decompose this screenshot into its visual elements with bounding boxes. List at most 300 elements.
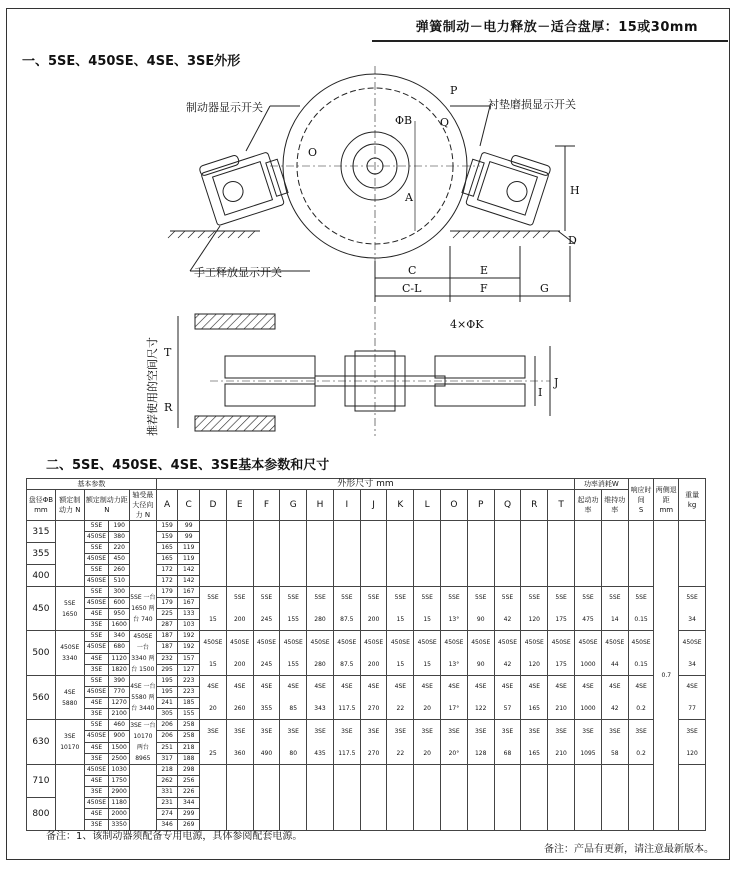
dim-a: 159 [156,532,178,543]
dim-start: 3SE 1095 [575,720,602,765]
table-row [27,631,706,642]
dim-q: 5SE 42 [494,587,521,631]
header-disc: 盘径ΦB mm [27,490,56,521]
disc-diameter: 400 [27,565,56,587]
dim-k: 4SE 22 [387,676,414,720]
dim-c: 188 [178,753,200,764]
header-letter-p: P [467,490,494,521]
dim-p: 4SE 122 [467,676,494,720]
dim-empty [467,765,494,831]
dim-e: 5SE 200 [226,587,253,631]
row-force: 1500 [109,742,130,753]
dim-resp: 5SE 0.15 [628,587,654,631]
dim-resp: 4SE 0.2 [628,676,654,720]
dim-c: 119 [178,554,200,565]
dim-l: 4SE 20 [414,676,441,720]
dim-a: 241 [156,698,178,709]
row-model: 5SE [84,565,109,576]
header-letter-r: R [521,490,548,521]
row-model: 450SE [84,798,109,809]
row-force: 950 [109,609,130,620]
space-label: 推荐使用的空间尺寸 [146,337,159,436]
brake-outline-drawing [146,66,590,446]
row-model: 5SE [84,720,109,731]
header-start: 起动功率 [575,490,602,521]
dim-empty [360,765,387,831]
row-model: 3SE [84,664,109,675]
header-letter-c: C [178,490,200,521]
header-letter-i: I [333,490,360,521]
dim-empty [387,765,414,831]
dim-start: 5SE 475 [575,587,602,631]
dim-empty [601,765,628,831]
header-letter-e: E [226,490,253,521]
header-letter-l: L [414,490,441,521]
dim-start: 450SE 1000 [575,631,602,676]
dim-empty [307,521,334,587]
dim-a: 232 [156,653,178,664]
table-row [27,765,706,776]
row-force: 2100 [109,709,130,720]
dim-empty [200,765,227,831]
dim-j: 450SE 200 [360,631,387,676]
dim-g: 4SE 85 [280,676,307,720]
dim-a: 179 [156,587,178,598]
dim-empty [226,521,253,587]
dim-c: 157 [178,653,200,664]
dim-empty [575,521,602,587]
dim-r: 3SE 165 [521,720,548,765]
dim-empty [333,521,360,587]
dim-e: 450SE 200 [226,631,253,676]
row-force: 770 [109,687,130,698]
header-letter-t: T [548,490,575,521]
row-model: 3SE [84,820,109,831]
header-hold: 维持功率 [601,490,628,521]
dim-c: 185 [178,698,200,709]
dim-a: A [405,191,413,204]
header-letter-o: O [441,490,468,521]
dim-f: F [480,282,488,295]
row-model: 450SE [84,554,109,565]
dim-a: 305 [156,709,178,720]
dim-a: 225 [156,609,178,620]
table-row [27,720,706,731]
dim-hold: 5SE 14 [601,587,628,631]
max-radial-force: 450SE 一台 3340 两台 1500 [129,631,156,676]
row-model: 450SE [84,576,109,587]
row-model: 3SE [84,787,109,798]
dim-k: 450SE 15 [387,631,414,676]
header-letter-k: K [387,490,414,521]
row-model: 450SE [84,532,109,543]
dim-t: 3SE 210 [548,720,575,765]
dim-c: 218 [178,742,200,753]
brake-switch-label: 制动器显示开关 [186,101,263,114]
dim-h: 5SE 280 [307,587,334,631]
dim-c: 167 [178,587,200,598]
dim-empty [414,765,441,831]
dim-c: 223 [178,676,200,687]
max-radial-force: 5SE 一台 1650 两台 740 [129,587,156,631]
dim-c: 167 [178,598,200,609]
row-model: 4SE [84,653,109,664]
dim-k: 3SE 22 [387,720,414,765]
manual-switch-label: 手工释放显示开关 [194,266,282,279]
dim-c: 226 [178,787,200,798]
dim-q: 4SE 57 [494,676,521,720]
dim-resp: 450SE 0.15 [628,631,654,676]
dim-a: 346 [156,820,178,831]
header-power: 功率消耗W [575,479,629,490]
header-response: 响应时间 S [628,479,654,521]
weight-value: 5SE 34 [679,587,706,631]
rated-force: 5SE 1650 [55,587,84,631]
disc-diameter: 500 [27,631,56,676]
row-model: 4SE [84,809,109,820]
row-force: 3350 [109,820,130,831]
dim-p: 450SE 90 [467,631,494,676]
row-force: 600 [109,598,130,609]
rated-empty [55,521,84,587]
dim-hold: 3SE 58 [601,720,628,765]
disc-diameter: 630 [27,720,56,765]
dim-empty [494,765,521,831]
row-model: 4SE [84,698,109,709]
row-force: 1600 [109,620,130,631]
dim-p: 5SE 90 [467,587,494,631]
dim-d: D [568,234,577,247]
disc-diameter: 450 [27,587,56,631]
row-force: 260 [109,565,130,576]
dim-empty [226,765,253,831]
max-empty [129,765,156,831]
dim-a: 195 [156,676,178,687]
row-force: 220 [109,543,130,554]
dim-i: 5SE 87.5 [333,587,360,631]
dim-g: 5SE 155 [280,587,307,631]
header-letter-h: H [307,490,334,521]
dim-c: 256 [178,776,200,787]
dim-i: 4SE 117.5 [333,676,360,720]
dim-r: 4SE 165 [521,676,548,720]
row-model: 3SE [84,620,109,631]
row-force: 340 [109,631,130,642]
dim-empty [575,765,602,831]
row-force: 680 [109,642,130,653]
rated-empty [55,765,84,831]
header-basic: 基本参数 [27,479,157,490]
row-force: 1820 [109,664,130,675]
dim-a: 165 [156,554,178,565]
dim-empty [441,521,468,587]
dim-c: 269 [178,820,200,831]
dim-r: R [164,401,173,414]
dim-g: 3SE 80 [280,720,307,765]
dim-empty [200,521,227,587]
dim-r: 5SE 120 [521,587,548,631]
dim-cl: C-L [402,282,422,295]
row-model: 450SE [84,731,109,742]
dim-start: 4SE 1000 [575,676,602,720]
dim-g: G [540,282,549,295]
dim-j: 5SE 200 [360,587,387,631]
dim-k: 5SE 15 [387,587,414,631]
disc-diameter: 315 [27,521,56,543]
dim-e: 3SE 360 [226,720,253,765]
row-force: 460 [109,720,130,731]
dim-empty [414,521,441,587]
dim-j: 4SE 270 [360,676,387,720]
dim-empty [628,521,654,587]
weight-value: 450SE 34 [679,631,706,676]
parameter-table [26,478,706,831]
dim-f: 5SE 245 [253,587,280,631]
dim-a: 287 [156,620,178,631]
dim-empty [387,521,414,587]
row-model: 450SE [84,765,109,776]
note-right: 备注：产品有更新，请注意最新版本。 [544,844,714,855]
dim-c: 99 [178,532,200,543]
row-model: 4SE [84,742,109,753]
dim-c: 258 [178,731,200,742]
row-force: 1180 [109,798,130,809]
dim-empty [307,765,334,831]
row-force: 900 [109,731,130,742]
table-row [27,587,706,598]
dim-c: 223 [178,687,200,698]
dim-l: 3SE 20 [414,720,441,765]
row-force: 390 [109,676,130,687]
dim-e: 4SE 260 [226,676,253,720]
dim-empty [280,765,307,831]
dim-g: 450SE 155 [280,631,307,676]
dim-o: O [308,146,318,159]
row-model: 5SE [84,676,109,687]
rated-force: 4SE 5880 [55,676,84,720]
dim-empty [360,521,387,587]
dim-a: 172 [156,576,178,587]
weight-empty [679,765,706,831]
dim-a: 231 [156,798,178,809]
dim-empty [548,765,575,831]
dim-resp: 3SE 0.2 [628,720,654,765]
dim-empty [253,765,280,831]
dim-empty [548,521,575,587]
dim-c: 119 [178,543,200,554]
dim-a: 172 [156,565,178,576]
dim-c: 258 [178,720,200,731]
dim-a: 218 [156,765,178,776]
dim-a: 206 [156,731,178,742]
dim-a: 179 [156,598,178,609]
row-force: 510 [109,576,130,587]
dim-empty [521,765,548,831]
dim-a: 195 [156,687,178,698]
disc-diameter: 710 [27,765,56,798]
dim-q: Q [440,116,450,129]
header-rated2: 额定制动力距 N [84,490,129,521]
dim-o: 5SE 13° [441,587,468,631]
row-model: 450SE [84,642,109,653]
table-row [27,676,706,687]
header-letter-j: J [360,490,387,521]
dim-p: 3SE 128 [467,720,494,765]
dim-t: 5SE 175 [548,587,575,631]
dim-c: 192 [178,642,200,653]
dim-empty [280,521,307,587]
weight-empty [679,521,706,587]
dim-c: 155 [178,709,200,720]
rated-force: 450SE 3340 [55,631,84,676]
dim-c: 298 [178,765,200,776]
note-left: 备注：1、该制动器须配备专用电源，具体参阅配套电源。 [46,831,303,842]
dim-i: 3SE 117.5 [333,720,360,765]
section-2-title: 二、5SE、450SE、4SE、3SE基本参数和尺寸 [46,458,330,473]
row-model: 450SE [84,598,109,609]
row-model: 5SE [84,631,109,642]
dim-q: 3SE 68 [494,720,521,765]
dim-empty [333,765,360,831]
row-model: 5SE [84,521,109,532]
dim-h: H [570,184,580,197]
dim-o: 3SE 20° [441,720,468,765]
dim-d: 5SE 15 [200,587,227,631]
dim-t: 450SE 175 [548,631,575,676]
dim-empty [494,521,521,587]
row-force: 1750 [109,776,130,787]
max-radial-force: 3SE 一台 10170 两台 8965 [129,720,156,765]
row-force: 2900 [109,787,130,798]
row-force: 1120 [109,653,130,664]
row-force: 2500 [109,753,130,764]
dim-a: 159 [156,521,178,532]
dim-a: 262 [156,776,178,787]
dim-c: 192 [178,631,200,642]
header-rated: 额定制动力 N [55,490,84,521]
dim-a: 251 [156,742,178,753]
gap-value: 0.7 [654,521,679,831]
dim-f: 3SE 490 [253,720,280,765]
row-force: 300 [109,587,130,598]
rated-force: 3SE 10170 [55,720,84,765]
dim-empty [441,765,468,831]
dim-hold: 450SE 44 [601,631,628,676]
disc-diameter: 355 [27,543,56,565]
dim-r: 450SE 120 [521,631,548,676]
dim-a: 274 [156,809,178,820]
dim-j: 3SE 270 [360,720,387,765]
row-model: 4SE [84,776,109,787]
weight-value: 4SE 77 [679,676,706,720]
row-model: 5SE [84,587,109,598]
header-letter-f: F [253,490,280,521]
row-force: 2000 [109,809,130,820]
row-model: 3SE [84,753,109,764]
dim-c: 142 [178,565,200,576]
row-force: 450 [109,554,130,565]
dim-o: 450SE 13° [441,631,468,676]
dim-d: 3SE 25 [200,720,227,765]
dim-c: 103 [178,620,200,631]
dim-p: P [450,84,458,97]
dim-h: 4SE 343 [307,676,334,720]
dim-c: 133 [178,609,200,620]
dim-j: J [554,376,559,389]
row-model: 3SE [84,709,109,720]
disc-diameter: 560 [27,676,56,720]
header-rule [372,40,728,42]
row-force: 190 [109,521,130,532]
header-letter-q: Q [494,490,521,521]
row-force: 380 [109,532,130,543]
dim-t: T [164,346,172,359]
header-max: 轴受最大径向力 N [129,490,156,521]
dim-h: 3SE 435 [307,720,334,765]
header-gap: 两侧退距 mm [654,479,679,521]
dim-a: 317 [156,753,178,764]
dim-a: 206 [156,720,178,731]
dim-f: 450SE 245 [253,631,280,676]
row-model: 450SE [84,687,109,698]
header-letter-a: A [156,490,178,521]
dim-a: 331 [156,787,178,798]
dim-c: 127 [178,664,200,675]
dim-a: 295 [156,664,178,675]
table-row [27,521,706,532]
header-dims: 外形尺寸 mm [156,479,574,490]
row-force: 1270 [109,698,130,709]
dim-t: 4SE 210 [548,676,575,720]
dim-h: 450SE 280 [307,631,334,676]
dim-i: I [538,386,543,399]
dim-q: 450SE 42 [494,631,521,676]
row-model: 5SE [84,543,109,554]
dim-a: 165 [156,543,178,554]
dim-hold: 4SE 42 [601,676,628,720]
dim-empty [628,765,654,831]
dim-a: 187 [156,642,178,653]
max-empty [129,521,156,587]
max-radial-force: 4SE 一台 5580 两台 3440 [129,676,156,720]
dim-c: 142 [178,576,200,587]
row-model: 4SE [84,609,109,620]
dim-empty [467,521,494,587]
dim-empty [521,521,548,587]
dim-phib: ΦB [395,114,413,127]
header-letter-d: D [200,490,227,521]
dim-c: 344 [178,798,200,809]
header-letter-g: G [280,490,307,521]
holes-label: 4×ΦK [450,318,484,331]
lining-switch-label: 衬垫磨损显示开关 [488,98,576,111]
dim-l: 450SE 15 [414,631,441,676]
header-weight: 重量 kg [679,479,706,521]
disc-diameter: 800 [27,798,56,831]
dim-d: 450SE 15 [200,631,227,676]
dim-empty [253,521,280,587]
dim-f: 4SE 355 [253,676,280,720]
dim-c: C [408,264,417,277]
weight-value: 3SE 120 [679,720,706,765]
dim-c: 99 [178,521,200,532]
dim-d: 4SE 20 [200,676,227,720]
dim-empty [601,521,628,587]
section-1-title: 一、5SE、450SE、4SE、3SE外形 [22,54,241,69]
dim-c: 299 [178,809,200,820]
dim-a: 187 [156,631,178,642]
dim-l: 5SE 15 [414,587,441,631]
